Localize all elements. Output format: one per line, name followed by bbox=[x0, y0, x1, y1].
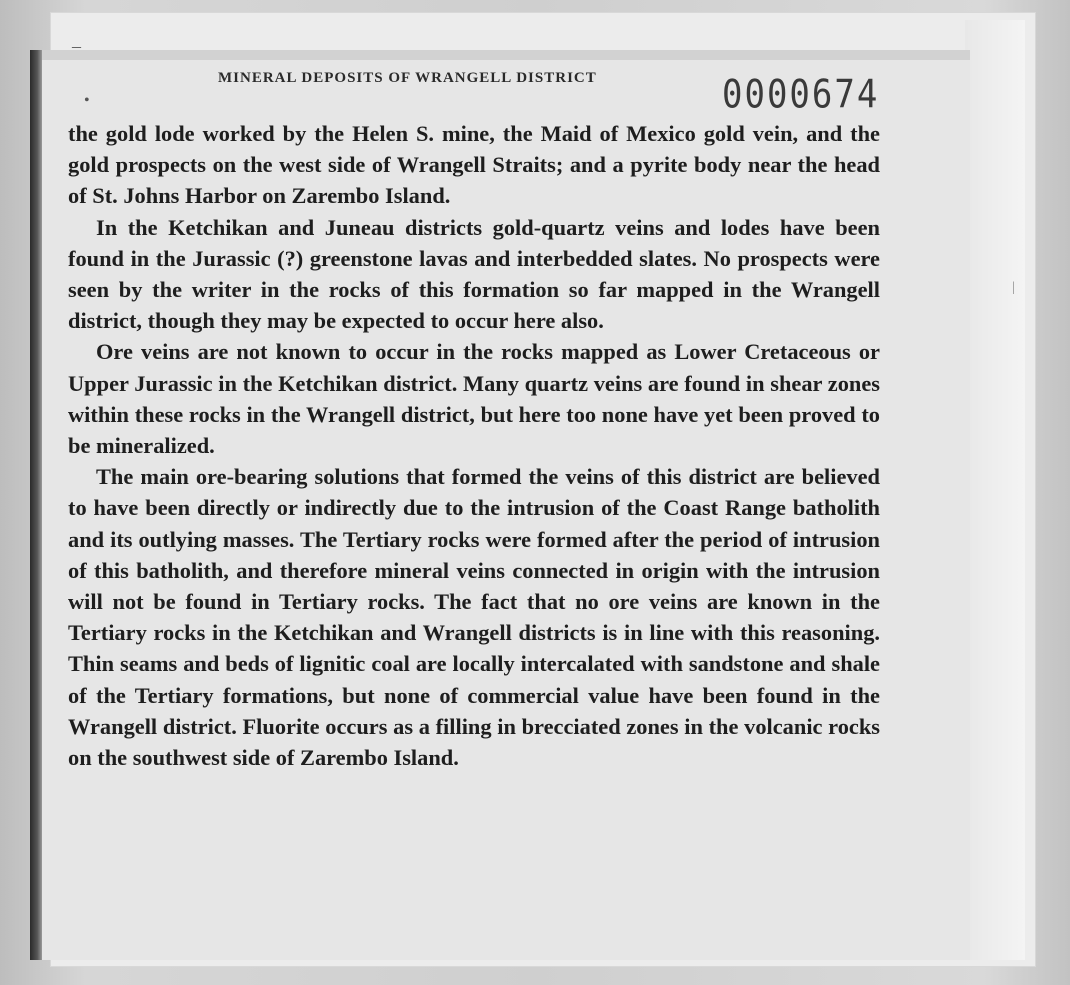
pencil-mark: – bbox=[72, 36, 81, 56]
paragraph-1: the gold lode worked by the Helen S. mine, the Maid of Mexico gold vein, and the gold prospects on the west side of Wrangell Straits; and a pyrite body near the head of St. Johns Harbor on Zarembo Island. bbox=[68, 121, 880, 209]
body-text bbox=[68, 118, 880, 773]
paragraph-3: Ore veins are not known to occur in the rocks mapped as Lower Cretaceous or Upper Jurassic in the Ketchikan district. Many quartz veins are found in shear zones within these rocks in the Wrangell district, but here too none have yet been proved to be mineralized. bbox=[68, 339, 880, 459]
paragraph-4: The main ore-bearing solutions that formed the veins of this district are believed to have been directly or indirectly due to the intrusion of the Coast Range batholith and its outlying masses. The Tertiary rocks were formed after the period of intrusion of this batholith, and therefore mineral veins connected in origin with the intrusion will not be found in Tertiary rocks. The fact that no ore veins are known in the Tertiary rocks in the Ketchikan and Wrangell districts is in line with this reasoning. Thin seams and beds of lignitic coal are locally intercalated with sandstone and shale of the Tertiary formations, but none of commercial value have been found in the Wrangell district. Fluorite occurs as a filling in brecciated zones in the volcanic rocks on the southwest side of Zarembo Island. bbox=[68, 464, 880, 771]
speck-mark: • bbox=[84, 92, 90, 109]
paragraph-2: In the Ketchikan and Juneau districts gold-quartz veins and lodes have been found in the Jurassic (?) greenstone lavas and interbedded slates. No prospects were seen by the writer in the rocks of this formation so far mapped in the Wrangell district, though they may be expected to occur here also. bbox=[68, 214, 880, 334]
margin-tick: | bbox=[1012, 280, 1015, 295]
archive-stamp-number: 0000674 bbox=[722, 72, 880, 118]
clipping-left-edge bbox=[30, 50, 42, 960]
card-margin bbox=[965, 20, 1025, 960]
running-head: MINERAL DEPOSITS OF WRANGELL DISTRICT bbox=[218, 70, 597, 86]
clipping-top-band bbox=[42, 50, 970, 60]
